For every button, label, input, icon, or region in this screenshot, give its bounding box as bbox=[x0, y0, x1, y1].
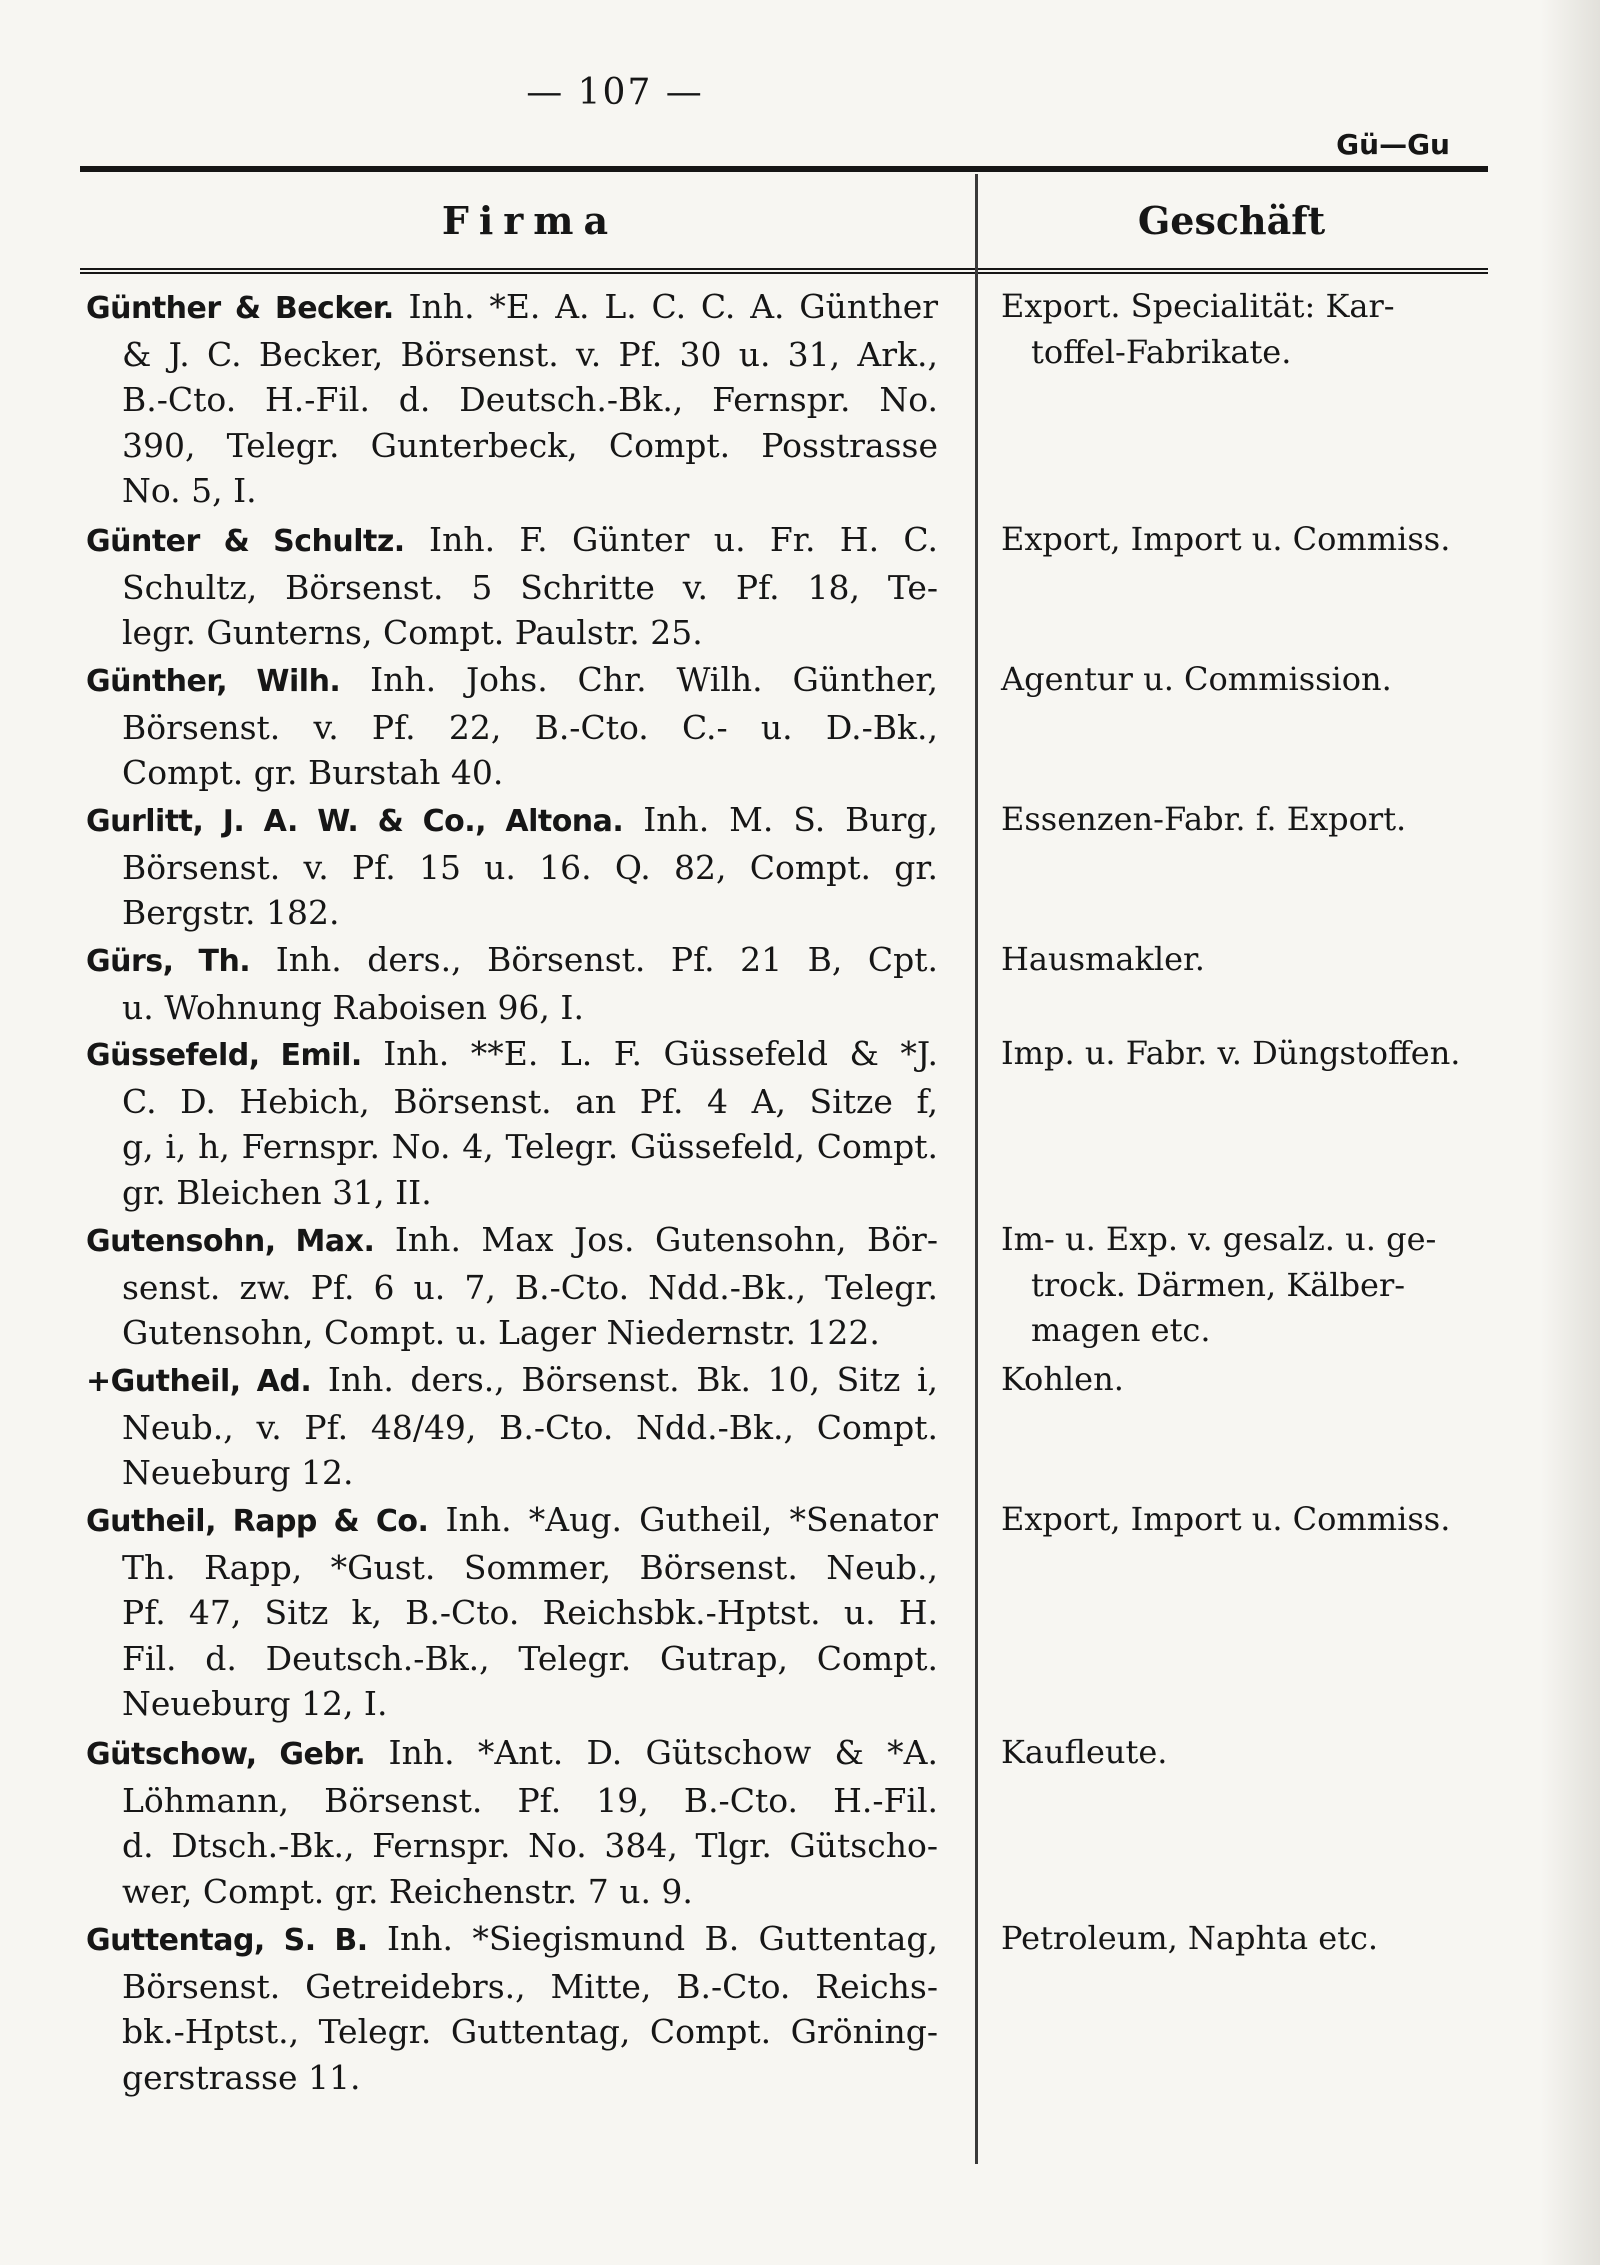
firm-name: Gutensohn, Max. bbox=[86, 1224, 375, 1259]
firm-name: +Gutheil, Ad. bbox=[86, 1364, 312, 1399]
list-item bbox=[0, 1217, 1600, 1357]
firm-entry: Günther & Becker. Inh. *E. A. L. C. C. A. Günther & J. C. Becker, Börsenst. v. Pf. 30 u. 31, Ark., B.-Cto. H.-Fil. d. Deutsch.-Bk., Fernspr. No. 390, Telegr. Gunterbeck, Compt. Posstrasse No. 5, I. bbox=[86, 287, 938, 510]
business-description: Hausmakler. bbox=[1001, 940, 1205, 978]
firm-entry: Günter & Schultz. Inh. F. Günter u. Fr. H. C. Schultz, Börsenst. 5 Schritte v. Pf. 18, Te- legr. Gunterns, Compt. Paulstr. 25. bbox=[86, 520, 938, 652]
firm-name: Güssefeld, Emil. bbox=[86, 1038, 362, 1073]
firm-entry: Gürs, Th. Inh. ders., Börsenst. Pf. 21 B, Cpt. u. Wohnung Raboisen 96, I. bbox=[86, 940, 938, 1027]
list-item bbox=[0, 937, 1600, 1031]
business-description: Export, Import u. Commiss. bbox=[1001, 1500, 1451, 1538]
top-rule bbox=[80, 166, 1488, 172]
firm-entry: Gurlitt, J. A. W. & Co., Altona. Inh. M. S. Burg, Börsenst. v. Pf. 15 u. 16. Q. 82, Compt. gr. Bergstr. 182. bbox=[86, 800, 939, 932]
business-description: Export, Import u. Commiss. bbox=[1001, 520, 1451, 558]
firm-name: Gurlitt, J. A. W. & Co., Altona. bbox=[86, 804, 624, 839]
business-description: Agentur u. Commission. bbox=[1001, 660, 1392, 698]
running-head: Gü—Gu bbox=[1336, 128, 1450, 161]
firm-entry: Gutheil, Rapp & Co. Inh. *Aug. Gutheil, *Senator Th. Rapp, *Gust. Sommer, Börsenst. Neub., Pf. 47, Sitz k, B.-Cto. Reichsbk.-Hptst. u. H. Fil. d. Deutsch.-Bk., Telegr. Gutrap, Compt. Neueburg 12, I. bbox=[86, 1500, 938, 1723]
page-number: — 107 — bbox=[526, 72, 704, 113]
list-item bbox=[0, 517, 1600, 657]
list-item bbox=[0, 1357, 1600, 1497]
list-item bbox=[0, 1031, 1600, 1217]
list-item bbox=[0, 797, 1600, 937]
firm-entry: Günther, Wilh. Inh. Johs. Chr. Wilh. Günther, Börsenst. v. Pf. 22, B.-Cto. C.- u. D.-Bk., Compt. gr. Burstah 40. bbox=[86, 660, 938, 792]
list-item bbox=[0, 284, 1600, 517]
business-description: Im- u. Exp. v. gesalz. u. ge- trock. Därmen, Kälber- magen etc. bbox=[1001, 1220, 1437, 1349]
firm-name: Gutheil, Rapp & Co. bbox=[86, 1504, 429, 1539]
business-description: Imp. u. Fabr. v. Düngstoffen. bbox=[1001, 1034, 1461, 1072]
firm-entry: +Gutheil, Ad. Inh. ders., Börsenst. Bk. 10, Sitz i, Neub., v. Pf. 48/49, B.-Cto. Ndd.-Bk., Compt. Neueburg 12. bbox=[86, 1360, 938, 1492]
firm-entry: Gutensohn, Max. Inh. Max Jos. Gutensohn, Bör- senst. zw. Pf. 6 u. 7, B.-Cto. Ndd.-Bk., Telegr. Gutensohn, Compt. u. Lager Niedernstr. 122. bbox=[86, 1220, 938, 1352]
firm-name: Günther & Becker. bbox=[86, 291, 394, 326]
column-header-firma: Firma bbox=[441, 198, 619, 243]
firm-name: Gütschow, Gebr. bbox=[86, 1737, 366, 1772]
firm-entry: Gütschow, Gebr. Inh. *Ant. D. Gütschow & *A. Löhmann, Börsenst. Pf. 19, B.-Cto. H.-Fil. d. Dtsch.-Bk., Fernspr. No. 384, Tlgr. Gütscho- wer, Compt. gr. Reichenstr. 7 u. 9. bbox=[86, 1733, 938, 1911]
firm-entry: Guttentag, S. B. Inh. *Siegismund B. Guttentag, Börsenst. Getreidebrs., Mitte, B.-Cto. Reichs- bk.-Hptst., Telegr. Guttentag, Compt. Gröning- gerstrasse 11. bbox=[86, 1919, 938, 2097]
firm-name: Guttentag, S. B. bbox=[86, 1923, 368, 1958]
entry-list bbox=[0, 284, 1600, 2102]
firm-name: Günther, Wilh. bbox=[86, 664, 341, 699]
firm-name: Günter & Schultz. bbox=[86, 524, 405, 559]
business-description: Petroleum, Naphta etc. bbox=[1001, 1919, 1379, 1957]
column-header-geschaeft: Geschäft bbox=[1137, 198, 1326, 243]
business-description: Export. Specialität: Kar- toffel-Fabrikate. bbox=[1001, 287, 1395, 371]
list-item bbox=[0, 1916, 1600, 2102]
list-item bbox=[0, 1497, 1600, 1730]
business-description: Kaufleute. bbox=[1001, 1733, 1168, 1771]
business-description: Essenzen-Fabr. f. Export. bbox=[1001, 800, 1407, 838]
business-description: Kohlen. bbox=[1001, 1360, 1124, 1398]
header-rule bbox=[80, 268, 1488, 274]
firm-entry: Güssefeld, Emil. Inh. **E. L. F. Güssefeld & *J. C. D. Hebich, Börsenst. an Pf. 4 A, Sitze f, g, i, h, Fernspr. No. 4, Telegr. Güssefeld, Compt. gr. Bleichen 31, II. bbox=[86, 1034, 938, 1212]
list-item bbox=[0, 1730, 1600, 1916]
list-item bbox=[0, 657, 1600, 797]
firm-name: Gürs, Th. bbox=[86, 944, 251, 979]
